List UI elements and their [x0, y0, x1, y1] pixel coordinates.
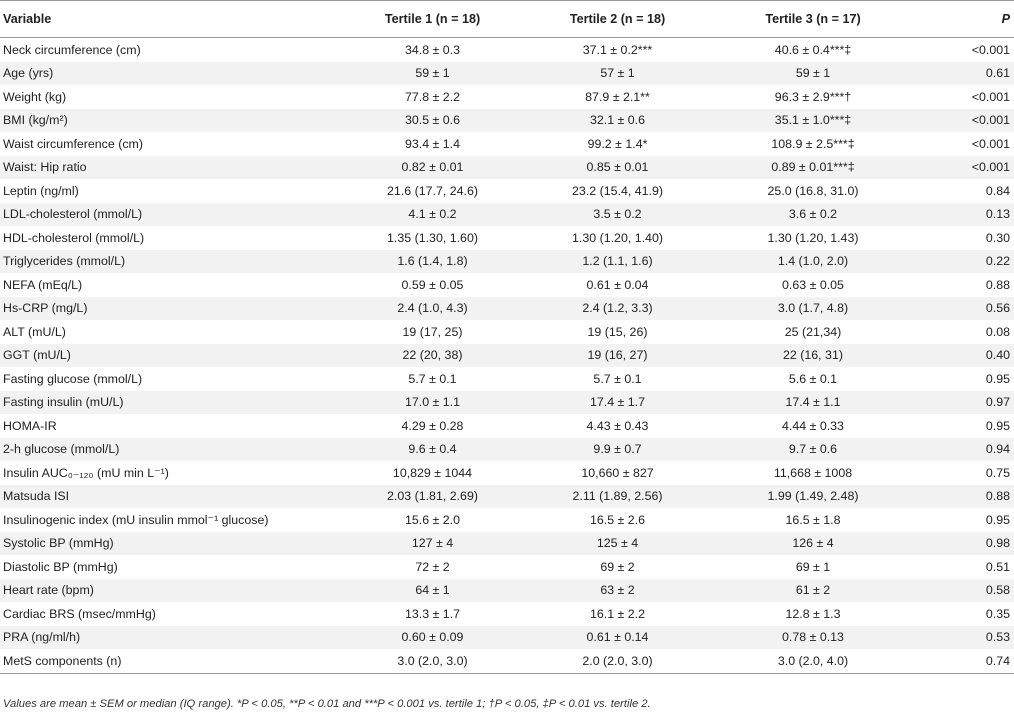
- cell-tertile-2: 0.61 ± 0.14: [525, 626, 710, 650]
- cell-tertile-2: 3.5 ± 0.2: [525, 203, 710, 227]
- cell-variable: Waist circumference (cm): [0, 132, 340, 156]
- table-row: [0, 320, 1014, 344]
- cell-variable: LDL-cholesterol (mmol/L): [0, 203, 340, 227]
- cell-tertile-2: 63 ± 2: [525, 579, 710, 603]
- table-row: [0, 438, 1014, 462]
- cell-tertile-2: 32.1 ± 0.6: [525, 109, 710, 133]
- cell-p-value: 0.97: [916, 391, 1014, 415]
- cell-tertile-1: 0.59 ± 0.05: [340, 273, 525, 297]
- header-p-value: P: [916, 1, 1014, 38]
- table-row: [0, 485, 1014, 509]
- cell-tertile-3: 0.89 ± 0.01***‡: [710, 156, 916, 180]
- cell-tertile-2: 99.2 ± 1.4*: [525, 132, 710, 156]
- cell-tertile-3: 126 ± 4: [710, 532, 916, 556]
- cell-p-value: 0.95: [916, 367, 1014, 391]
- cell-tertile-1: 17.0 ± 1.1: [340, 391, 525, 415]
- cell-variable: Weight (kg): [0, 85, 340, 109]
- cell-variable: Insulin AUC₀₋₁₂₀ (mU min L⁻¹): [0, 461, 340, 485]
- table-row: [0, 179, 1014, 203]
- table-row: [0, 508, 1014, 532]
- cell-tertile-1: 2.4 (1.0, 4.3): [340, 297, 525, 321]
- cell-variable: GGT (mU/L): [0, 344, 340, 368]
- cell-variable: Age (yrs): [0, 62, 340, 86]
- cell-tertile-3: 69 ± 1: [710, 555, 916, 579]
- cell-tertile-2: 23.2 (15.4, 41.9): [525, 179, 710, 203]
- cell-p-value: <0.001: [916, 85, 1014, 109]
- cell-p-value: 0.35: [916, 602, 1014, 626]
- cell-variable: 2-h glucose (mmol/L): [0, 438, 340, 462]
- table-row: [0, 344, 1014, 368]
- cell-tertile-1: 64 ± 1: [340, 579, 525, 603]
- cell-tertile-3: 4.44 ± 0.33: [710, 414, 916, 438]
- cell-tertile-3: 61 ± 2: [710, 579, 916, 603]
- cell-tertile-3: 3.6 ± 0.2: [710, 203, 916, 227]
- cell-tertile-2: 69 ± 2: [525, 555, 710, 579]
- cell-variable: NEFA (mEq/L): [0, 273, 340, 297]
- cell-variable: MetS components (n): [0, 649, 340, 673]
- cell-p-value: 0.98: [916, 532, 1014, 556]
- cell-tertile-1: 10,829 ± 1044: [340, 461, 525, 485]
- cell-tertile-3: 12.8 ± 1.3: [710, 602, 916, 626]
- cell-variable: Matsuda ISI: [0, 485, 340, 509]
- cell-tertile-3: 25.0 (16.8, 31.0): [710, 179, 916, 203]
- cell-tertile-2: 19 (15, 26): [525, 320, 710, 344]
- cell-p-value: <0.001: [916, 109, 1014, 133]
- cell-variable: BMI (kg/m²): [0, 109, 340, 133]
- cell-tertile-1: 0.82 ± 0.01: [340, 156, 525, 180]
- cell-tertile-2: 19 (16, 27): [525, 344, 710, 368]
- cell-tertile-2: 10,660 ± 827: [525, 461, 710, 485]
- cell-p-value: 0.84: [916, 179, 1014, 203]
- cell-tertile-1: 13.3 ± 1.7: [340, 602, 525, 626]
- cell-tertile-2: 16.1 ± 2.2: [525, 602, 710, 626]
- cell-p-value: <0.001: [916, 132, 1014, 156]
- cell-tertile-1: 15.6 ± 2.0: [340, 508, 525, 532]
- cell-tertile-2: 0.85 ± 0.01: [525, 156, 710, 180]
- cell-tertile-3: 96.3 ± 2.9***†: [710, 85, 916, 109]
- cell-variable: Leptin (ng/ml): [0, 179, 340, 203]
- header-tertile-3: Tertile 3 (n = 17): [710, 1, 916, 38]
- table-row: [0, 85, 1014, 109]
- header-tertile-2: Tertile 2 (n = 18): [525, 1, 710, 38]
- table-row: [0, 602, 1014, 626]
- cell-variable: Insulinogenic index (mU insulin mmol⁻¹ glucose): [0, 508, 340, 532]
- cell-tertile-1: 0.60 ± 0.09: [340, 626, 525, 650]
- table-row: [0, 226, 1014, 250]
- cell-tertile-1: 1.35 (1.30, 1.60): [340, 226, 525, 250]
- cell-tertile-2: 9.9 ± 0.7: [525, 438, 710, 462]
- table-row: [0, 109, 1014, 133]
- cell-tertile-2: 57 ± 1: [525, 62, 710, 86]
- cell-tertile-2: 37.1 ± 0.2***: [525, 38, 710, 62]
- table-row: [0, 626, 1014, 650]
- cell-tertile-1: 30.5 ± 0.6: [340, 109, 525, 133]
- cell-p-value: 0.88: [916, 273, 1014, 297]
- table-row: [0, 555, 1014, 579]
- cell-tertile-1: 19 (17, 25): [340, 320, 525, 344]
- cell-tertile-3: 35.1 ± 1.0***‡: [710, 109, 916, 133]
- table-row: [0, 250, 1014, 274]
- cell-tertile-1: 127 ± 4: [340, 532, 525, 556]
- cell-tertile-1: 4.29 ± 0.28: [340, 414, 525, 438]
- cell-p-value: 0.30: [916, 226, 1014, 250]
- cell-tertile-3: 108.9 ± 2.5***‡: [710, 132, 916, 156]
- cell-p-value: 0.95: [916, 508, 1014, 532]
- cell-tertile-3: 1.4 (1.0, 2.0): [710, 250, 916, 274]
- table-row: [0, 132, 1014, 156]
- table-row: [0, 297, 1014, 321]
- table-row: [0, 273, 1014, 297]
- cell-tertile-3: 3.0 (1.7, 4.8): [710, 297, 916, 321]
- table-row: [0, 532, 1014, 556]
- cell-variable: Neck circumference (cm): [0, 38, 340, 62]
- cell-variable: Cardiac BRS (msec/mmHg): [0, 602, 340, 626]
- cell-variable: HOMA-IR: [0, 414, 340, 438]
- cell-tertile-2: 87.9 ± 2.1**: [525, 85, 710, 109]
- cell-tertile-1: 2.03 (1.81, 2.69): [340, 485, 525, 509]
- table-header: [0, 1, 1014, 38]
- cell-tertile-3: 5.6 ± 0.1: [710, 367, 916, 391]
- cell-p-value: <0.001: [916, 156, 1014, 180]
- cell-p-value: 0.95: [916, 414, 1014, 438]
- cell-tertile-3: 1.99 (1.49, 2.48): [710, 485, 916, 509]
- cell-variable: Waist: Hip ratio: [0, 156, 340, 180]
- cell-p-value: 0.58: [916, 579, 1014, 603]
- cell-tertile-3: 16.5 ± 1.8: [710, 508, 916, 532]
- cell-tertile-1: 93.4 ± 1.4: [340, 132, 525, 156]
- cell-variable: Hs-CRP (mg/L): [0, 297, 340, 321]
- cell-tertile-3: 25 (21,34): [710, 320, 916, 344]
- cell-p-value: 0.94: [916, 438, 1014, 462]
- cell-p-value: 0.75: [916, 461, 1014, 485]
- table-row: [0, 391, 1014, 415]
- table-row: [0, 649, 1014, 673]
- cell-tertile-1: 59 ± 1: [340, 62, 525, 86]
- table-row: [0, 579, 1014, 603]
- cell-tertile-1: 77.8 ± 2.2: [340, 85, 525, 109]
- cell-tertile-2: 0.61 ± 0.04: [525, 273, 710, 297]
- cell-tertile-3: 0.78 ± 0.13: [710, 626, 916, 650]
- cell-tertile-3: 22 (16, 31): [710, 344, 916, 368]
- cell-tertile-1: 5.7 ± 0.1: [340, 367, 525, 391]
- cell-p-value: 0.56: [916, 297, 1014, 321]
- cell-p-value: 0.13: [916, 203, 1014, 227]
- cell-tertile-2: 125 ± 4: [525, 532, 710, 556]
- table-row: [0, 414, 1014, 438]
- header-row: [0, 1, 1014, 38]
- cell-variable: Triglycerides (mmol/L): [0, 250, 340, 274]
- header-variable: Variable: [0, 1, 340, 38]
- cell-tertile-1: 1.6 (1.4, 1.8): [340, 250, 525, 274]
- header-tertile-1: Tertile 1 (n = 18): [340, 1, 525, 38]
- cell-tertile-2: 17.4 ± 1.7: [525, 391, 710, 415]
- cell-tertile-3: 3.0 (2.0, 4.0): [710, 649, 916, 673]
- cell-tertile-1: 4.1 ± 0.2: [340, 203, 525, 227]
- cell-p-value: 0.08: [916, 320, 1014, 344]
- table-row: [0, 461, 1014, 485]
- cell-tertile-1: 9.6 ± 0.4: [340, 438, 525, 462]
- cell-p-value: 0.40: [916, 344, 1014, 368]
- cell-variable: Fasting insulin (mU/L): [0, 391, 340, 415]
- cell-p-value: 0.51: [916, 555, 1014, 579]
- cell-tertile-2: 5.7 ± 0.1: [525, 367, 710, 391]
- cell-tertile-3: 1.30 (1.20, 1.43): [710, 226, 916, 250]
- cell-tertile-1: 21.6 (17.7, 24.6): [340, 179, 525, 203]
- cell-variable: Heart rate (bpm): [0, 579, 340, 603]
- cell-variable: Fasting glucose (mmol/L): [0, 367, 340, 391]
- cell-tertile-1: 72 ± 2: [340, 555, 525, 579]
- cell-tertile-2: 1.2 (1.1, 1.6): [525, 250, 710, 274]
- cell-tertile-2: 1.30 (1.20, 1.40): [525, 226, 710, 250]
- cell-p-value: 0.53: [916, 626, 1014, 650]
- cell-tertile-3: 0.63 ± 0.05: [710, 273, 916, 297]
- table-row: [0, 156, 1014, 180]
- cell-p-value: 0.74: [916, 649, 1014, 673]
- cell-tertile-2: 4.43 ± 0.43: [525, 414, 710, 438]
- cell-tertile-2: 2.0 (2.0, 3.0): [525, 649, 710, 673]
- table-body: [0, 38, 1014, 674]
- cell-variable: PRA (ng/ml/h): [0, 626, 340, 650]
- cell-tertile-2: 2.4 (1.2, 3.3): [525, 297, 710, 321]
- cell-p-value: 0.61: [916, 62, 1014, 86]
- table-row: [0, 367, 1014, 391]
- cell-tertile-1: 34.8 ± 0.3: [340, 38, 525, 62]
- cell-variable: Systolic BP (mmHg): [0, 532, 340, 556]
- cell-tertile-3: 17.4 ± 1.1: [710, 391, 916, 415]
- cell-variable: HDL-cholesterol (mmol/L): [0, 226, 340, 250]
- cell-variable: Diastolic BP (mmHg): [0, 555, 340, 579]
- cell-tertile-1: 22 (20, 38): [340, 344, 525, 368]
- table-row: [0, 203, 1014, 227]
- cell-p-value: 0.88: [916, 485, 1014, 509]
- cell-tertile-2: 16.5 ± 2.6: [525, 508, 710, 532]
- cell-variable: ALT (mU/L): [0, 320, 340, 344]
- cell-tertile-3: 9.7 ± 0.6: [710, 438, 916, 462]
- cell-tertile-2: 2.11 (1.89, 2.56): [525, 485, 710, 509]
- cell-p-value: 0.22: [916, 250, 1014, 274]
- cell-tertile-3: 59 ± 1: [710, 62, 916, 86]
- cell-p-value: <0.001: [916, 38, 1014, 62]
- table-footnote: Values are mean ± SEM or median (IQ range). *P < 0.05, **P < 0.01 and ***P < 0.001 vs. tertile 1; †P < 0.05, ‡P < 0.01 vs. tertile 2.: [3, 698, 651, 710]
- cell-tertile-3: 40.6 ± 0.4***‡: [710, 38, 916, 62]
- table-row: [0, 38, 1014, 62]
- table-row: [0, 62, 1014, 86]
- cell-tertile-3: 11,668 ± 1008: [710, 461, 916, 485]
- cell-tertile-1: 3.0 (2.0, 3.0): [340, 649, 525, 673]
